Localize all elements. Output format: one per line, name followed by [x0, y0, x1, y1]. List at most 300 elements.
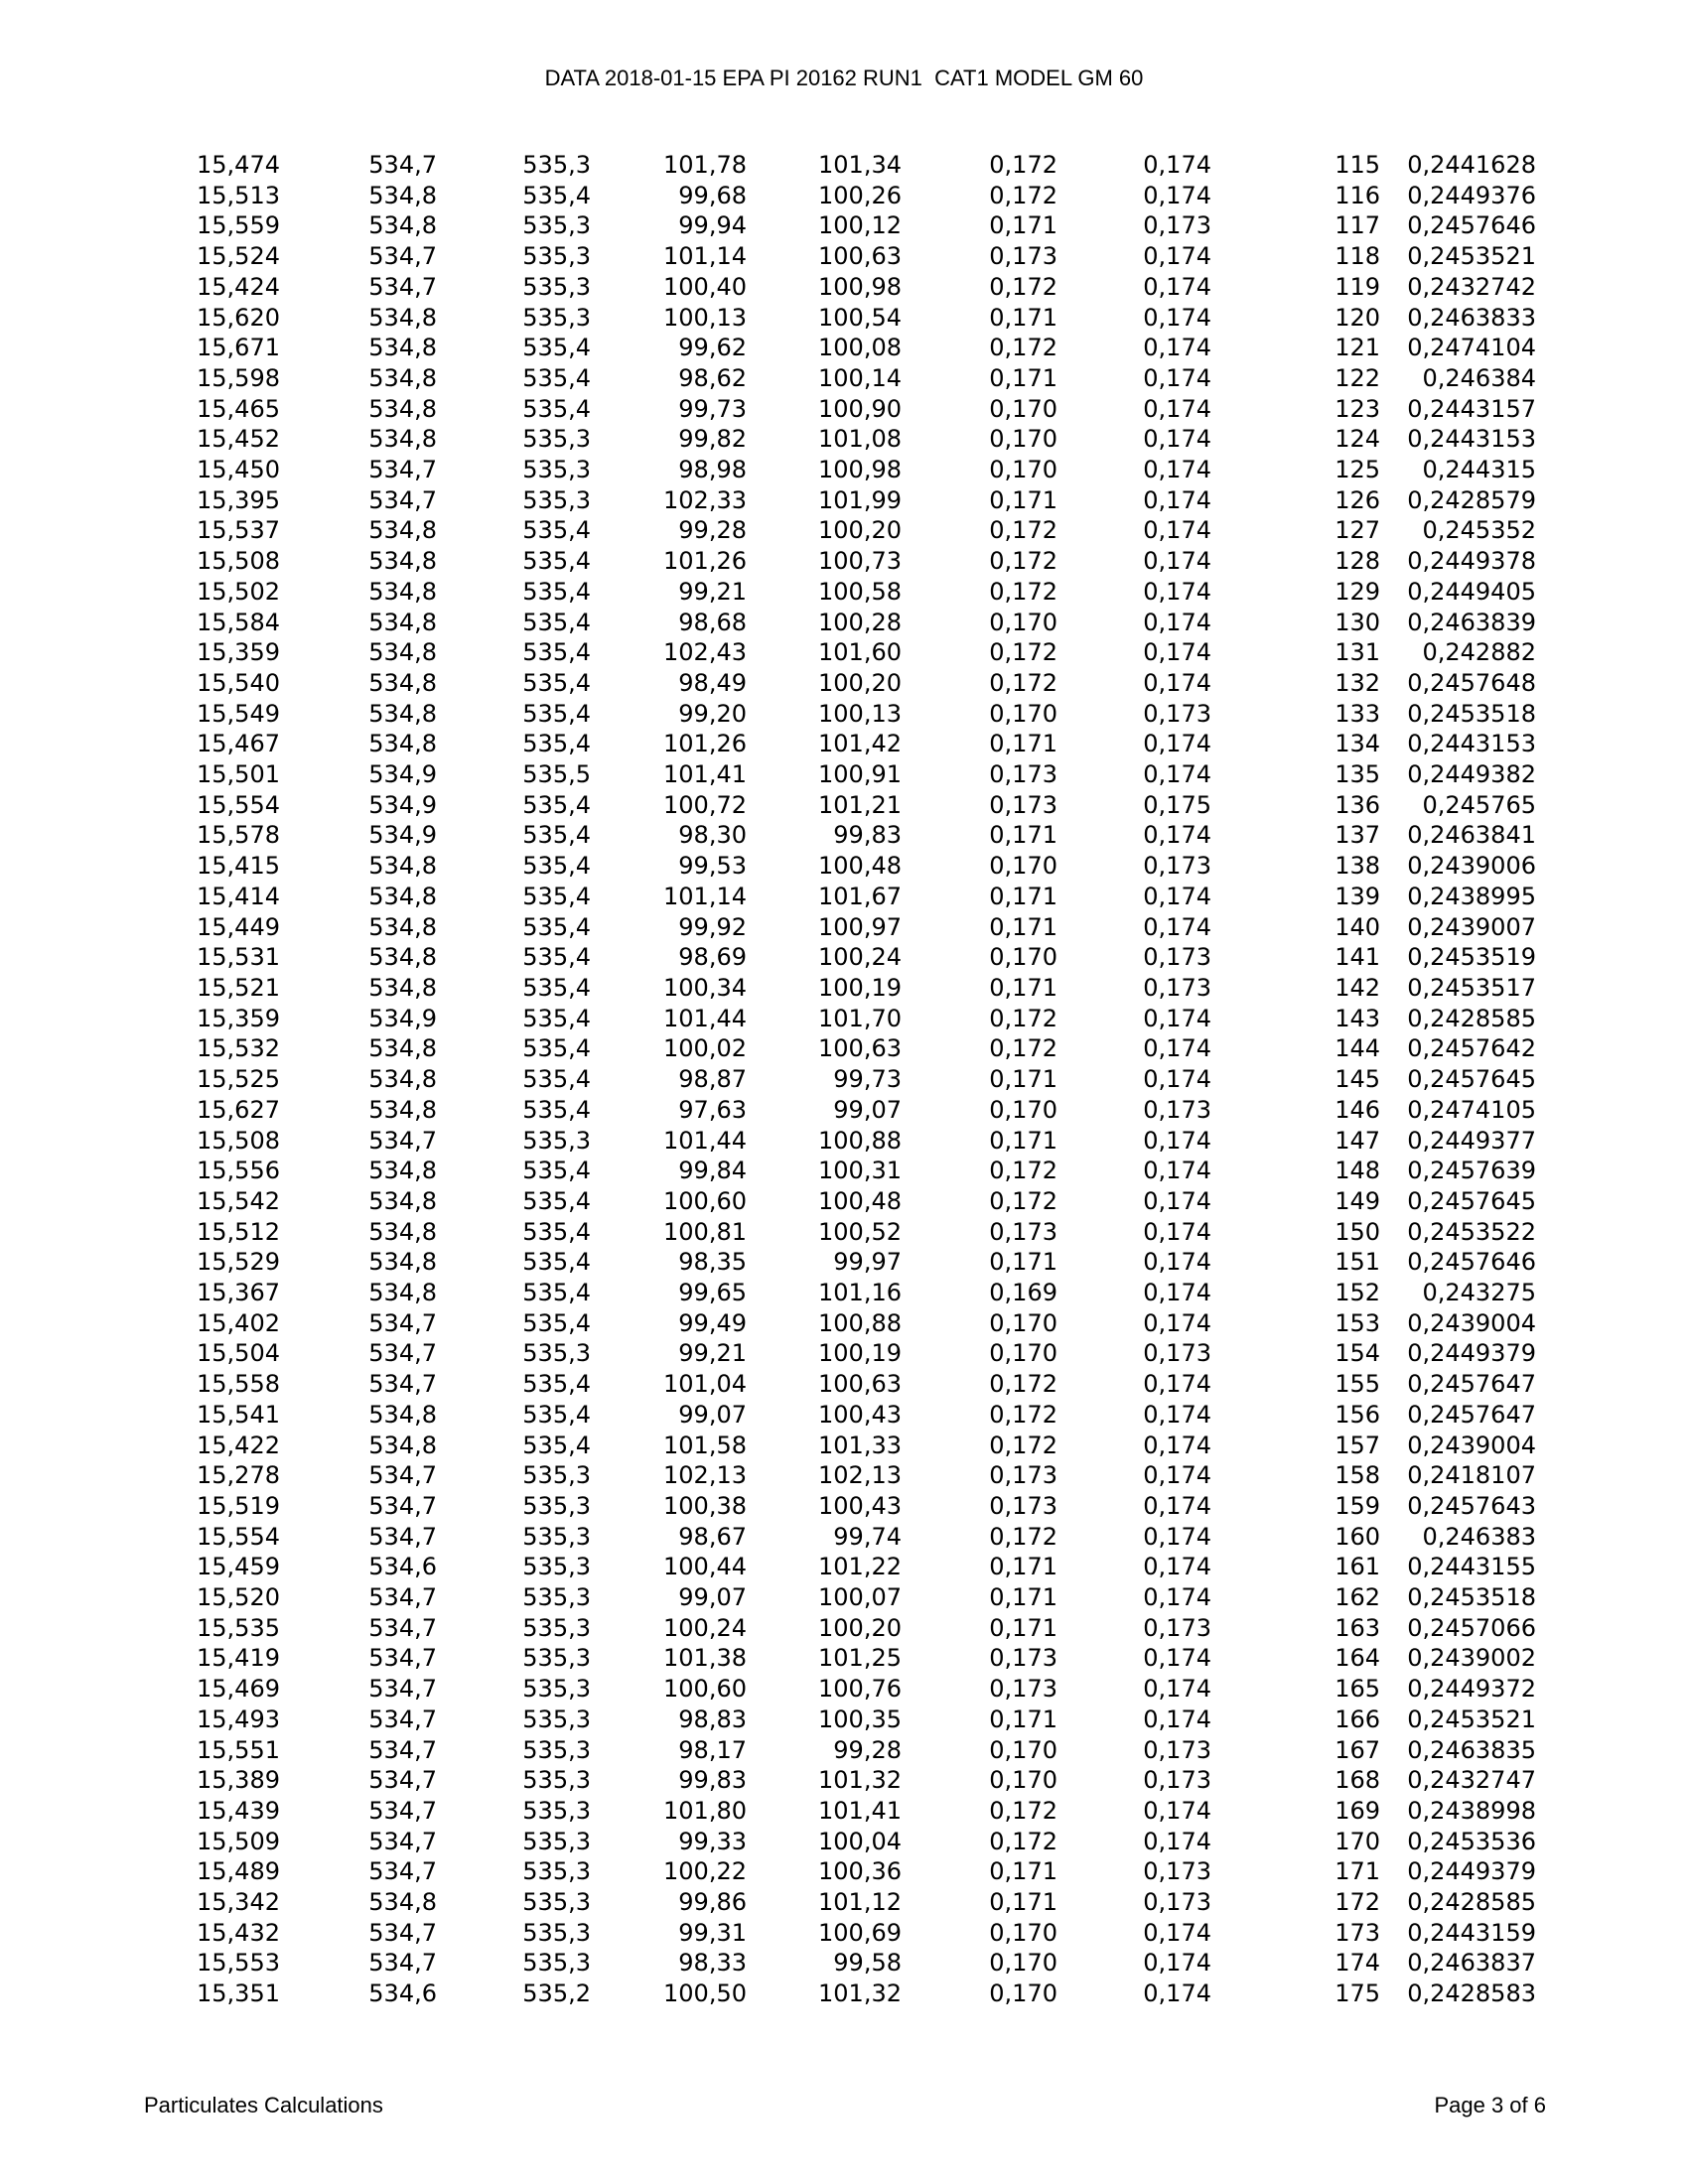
table-cell: 0,174 — [1143, 1034, 1211, 1063]
table-row — [159, 790, 1536, 821]
table-cell: 0,174 — [1143, 1491, 1211, 1520]
table-cell: 0,173 — [989, 790, 1057, 819]
table-row — [159, 1887, 1536, 1918]
table-cell: 0,174 — [1143, 303, 1211, 332]
table-cell: 101,38 — [663, 1644, 747, 1673]
table-cell: 534,7 — [368, 1705, 437, 1733]
table-cell: 534,8 — [368, 1034, 437, 1063]
table-cell: 160 — [1335, 1522, 1380, 1551]
table-cell: 101,25 — [818, 1644, 902, 1673]
table-row — [159, 1460, 1536, 1491]
table-cell: 15,278 — [197, 1461, 280, 1490]
table-row — [159, 210, 1536, 241]
table-cell: 0,173 — [989, 1491, 1057, 1520]
table-cell: 170 — [1335, 1827, 1380, 1855]
table-cell: 0,2457642 — [1407, 1034, 1536, 1063]
table-cell: 101,22 — [818, 1553, 902, 1581]
table-cell: 535,3 — [522, 1553, 591, 1581]
table-cell: 535,4 — [522, 547, 591, 576]
table-cell: 101,58 — [663, 1431, 747, 1459]
table-cell: 159 — [1335, 1491, 1380, 1520]
table-cell: 0,174 — [1143, 912, 1211, 941]
table-cell: 535,3 — [522, 1613, 591, 1642]
table-cell: 0,174 — [1143, 1827, 1211, 1855]
table-cell: 100,08 — [818, 334, 902, 362]
table-cell: 534,7 — [368, 1918, 437, 1947]
table-cell: 0,2474104 — [1407, 334, 1536, 362]
table-cell: 101,80 — [663, 1796, 747, 1825]
table-cell: 0,170 — [989, 1735, 1057, 1764]
table-cell: 165 — [1335, 1675, 1380, 1704]
table-cell: 0,2457645 — [1407, 1065, 1536, 1094]
table-cell: 0,174 — [1143, 485, 1211, 514]
table-cell: 15,424 — [197, 272, 280, 301]
table-cell: 0,174 — [1143, 181, 1211, 209]
table-cell: 100,02 — [663, 1034, 747, 1063]
table-cell: 164 — [1335, 1644, 1380, 1673]
table-row — [159, 1308, 1536, 1339]
table-cell: 100,60 — [663, 1186, 747, 1215]
table-row — [159, 1582, 1536, 1613]
table-cell: 100,63 — [818, 1370, 902, 1399]
table-cell: 0,174 — [1143, 1461, 1211, 1490]
table-cell: 535,4 — [522, 730, 591, 758]
table-cell: 0,170 — [989, 852, 1057, 881]
table-cell: 0,173 — [989, 760, 1057, 789]
table-cell: 169 — [1335, 1796, 1380, 1825]
table-cell: 101,99 — [818, 485, 902, 514]
table-cell: 0,2457645 — [1407, 1186, 1536, 1215]
table-cell: 0,172 — [989, 1796, 1057, 1825]
table-row — [159, 942, 1536, 973]
table-cell: 101,16 — [818, 1279, 902, 1307]
table-cell: 0,2457639 — [1407, 1157, 1536, 1185]
table-cell: 0,171 — [989, 1888, 1057, 1917]
page-title: DATA 2018-01-15 EPA PI 20162 RUN1 CAT1 MODEL GM 60 — [544, 66, 1144, 90]
table-cell: 0,174 — [1143, 242, 1211, 271]
table-cell: 0,2463833 — [1407, 303, 1536, 332]
table-cell: 535,4 — [522, 1308, 591, 1337]
table-cell: 100,31 — [818, 1157, 902, 1185]
table-cell: 535,3 — [522, 1339, 591, 1368]
table-cell: 0,173 — [1143, 943, 1211, 972]
table-cell: 0,171 — [989, 303, 1057, 332]
table-cell: 534,8 — [368, 516, 437, 545]
table-cell: 101,33 — [818, 1431, 902, 1459]
table-cell: 0,2474105 — [1407, 1095, 1536, 1124]
table-cell: 15,520 — [197, 1583, 280, 1612]
table-cell: 172 — [1335, 1888, 1380, 1917]
table-cell: 0,2453522 — [1407, 1217, 1536, 1246]
table-cell: 100,63 — [818, 1034, 902, 1063]
table-cell: 535,4 — [522, 1279, 591, 1307]
table-cell: 534,7 — [368, 456, 437, 484]
table-row — [159, 1156, 1536, 1186]
table-cell: 0,2463839 — [1407, 608, 1536, 636]
table-row — [159, 912, 1536, 943]
table-cell: 534,7 — [368, 272, 437, 301]
table-cell: 151 — [1335, 1248, 1380, 1277]
table-cell: 100,40 — [663, 272, 747, 301]
table-cell: 15,540 — [197, 668, 280, 697]
table-cell: 99,33 — [678, 1827, 747, 1855]
table-cell: 0,174 — [1143, 1553, 1211, 1581]
table-cell: 15,532 — [197, 1034, 280, 1063]
table-cell: 535,3 — [522, 1461, 591, 1490]
table-row — [159, 363, 1536, 394]
table-cell: 15,521 — [197, 973, 280, 1002]
table-cell: 535,4 — [522, 1370, 591, 1399]
table-cell: 534,7 — [368, 1735, 437, 1764]
table-cell: 100,58 — [818, 577, 902, 606]
table-cell: 535,3 — [522, 1766, 591, 1795]
table-cell: 15,465 — [197, 394, 280, 423]
table-cell: 534,7 — [368, 242, 437, 271]
table-cell: 100,34 — [663, 973, 747, 1002]
table-row — [159, 333, 1536, 363]
table-cell: 0,2441628 — [1407, 151, 1536, 179]
table-cell: 534,8 — [368, 1186, 437, 1215]
table-cell: 535,3 — [522, 485, 591, 514]
table-cell: 534,7 — [368, 151, 437, 179]
table-cell: 158 — [1335, 1461, 1380, 1490]
table-cell: 0,171 — [989, 1553, 1057, 1581]
table-cell: 161 — [1335, 1553, 1380, 1581]
table-cell: 534,8 — [368, 699, 437, 728]
table-cell: 119 — [1335, 272, 1380, 301]
table-row — [159, 1522, 1536, 1553]
table-cell: 534,7 — [368, 1339, 437, 1368]
table-cell: 120 — [1335, 303, 1380, 332]
table-cell: 148 — [1335, 1157, 1380, 1185]
table-cell: 15,359 — [197, 638, 280, 667]
table-cell: 534,9 — [368, 1004, 437, 1032]
table-cell: 100,81 — [663, 1217, 747, 1246]
table-row — [159, 394, 1536, 425]
table-cell: 0,174 — [1143, 1918, 1211, 1947]
table-cell: 101,14 — [663, 242, 747, 271]
table-row — [159, 759, 1536, 790]
table-cell: 143 — [1335, 1004, 1380, 1032]
table-cell: 100,91 — [818, 760, 902, 789]
table-cell: 535,3 — [522, 1522, 591, 1551]
table-cell: 146 — [1335, 1095, 1380, 1124]
table-cell: 0,2453521 — [1407, 242, 1536, 271]
table-cell: 0,2453521 — [1407, 1705, 1536, 1733]
table-cell: 534,8 — [368, 425, 437, 454]
table-cell: 100,52 — [818, 1217, 902, 1246]
table-cell: 0,2428579 — [1407, 485, 1536, 514]
table-row — [159, 1126, 1536, 1157]
table-cell: 101,44 — [663, 1004, 747, 1032]
table-cell: 99,65 — [678, 1279, 747, 1307]
table-cell: 155 — [1335, 1370, 1380, 1399]
table-row — [159, 1338, 1536, 1369]
table-cell: 0,172 — [989, 181, 1057, 209]
table-cell: 0,172 — [989, 668, 1057, 697]
table-cell: 0,2457648 — [1407, 668, 1536, 697]
table-cell: 535,4 — [522, 973, 591, 1002]
table-cell: 98,69 — [678, 943, 747, 972]
table-cell: 0,2457646 — [1407, 1248, 1536, 1277]
table-row — [159, 1705, 1536, 1735]
table-cell: 15,671 — [197, 334, 280, 362]
table-cell: 15,474 — [197, 151, 280, 179]
table-cell: 15,541 — [197, 1400, 280, 1429]
table-cell: 15,508 — [197, 547, 280, 576]
table-cell: 535,4 — [522, 1157, 591, 1185]
table-cell: 535,3 — [522, 1888, 591, 1917]
table-cell: 0,174 — [1143, 1979, 1211, 2008]
table-cell: 99,84 — [678, 1157, 747, 1185]
table-cell: 0,2457647 — [1407, 1370, 1536, 1399]
table-cell: 0,171 — [989, 1705, 1057, 1733]
table-cell: 152 — [1335, 1279, 1380, 1307]
table-cell: 15,395 — [197, 485, 280, 514]
table-cell: 0,2443159 — [1407, 1918, 1536, 1947]
table-cell: 100,13 — [818, 699, 902, 728]
table-cell: 0,170 — [989, 1339, 1057, 1368]
footer-document-name: Particulates Calculations — [144, 2093, 383, 2117]
table-cell: 99,74 — [833, 1522, 902, 1551]
table-cell: 15,551 — [197, 1735, 280, 1764]
table-cell: 166 — [1335, 1705, 1380, 1733]
table-cell: 535,3 — [522, 272, 591, 301]
table-cell: 0,173 — [989, 1644, 1057, 1673]
table-cell: 99,68 — [678, 181, 747, 209]
table-cell: 0,246384 — [1422, 363, 1536, 392]
table-cell: 0,174 — [1143, 547, 1211, 576]
table-cell: 174 — [1335, 1949, 1380, 1978]
table-cell: 99,86 — [678, 1888, 747, 1917]
table-cell: 534,7 — [368, 1126, 437, 1155]
table-row — [159, 1278, 1536, 1308]
table-cell: 534,8 — [368, 394, 437, 423]
table-cell: 535,4 — [522, 912, 591, 941]
table-cell: 0,174 — [1143, 516, 1211, 545]
table-cell: 15,531 — [197, 943, 280, 972]
table-cell: 535,4 — [522, 1248, 591, 1277]
table-cell: 534,8 — [368, 730, 437, 758]
table-cell: 98,62 — [678, 363, 747, 392]
table-cell: 0,244315 — [1422, 456, 1536, 484]
table-cell: 15,556 — [197, 1157, 280, 1185]
table-cell: 99,94 — [678, 211, 747, 240]
table-cell: 0,2439004 — [1407, 1431, 1536, 1459]
table-row — [159, 1431, 1536, 1461]
table-cell: 0,174 — [1143, 334, 1211, 362]
table-cell: 0,2457646 — [1407, 211, 1536, 240]
table-cell: 534,8 — [368, 303, 437, 332]
table-cell: 15,367 — [197, 1279, 280, 1307]
table-cell: 98,17 — [678, 1735, 747, 1764]
table-cell: 141 — [1335, 943, 1380, 972]
table-cell: 100,20 — [818, 1613, 902, 1642]
table-cell: 0,174 — [1143, 1065, 1211, 1094]
table-cell: 99,21 — [678, 1339, 747, 1368]
table-cell: 0,173 — [1143, 1339, 1211, 1368]
table-cell: 0,173 — [1143, 699, 1211, 728]
table-cell: 534,8 — [368, 852, 437, 881]
table-cell: 535,3 — [522, 1949, 591, 1978]
table-cell: 534,9 — [368, 821, 437, 850]
table-cell: 162 — [1335, 1583, 1380, 1612]
table-cell: 0,2449378 — [1407, 547, 1536, 576]
table-cell: 0,173 — [1143, 1766, 1211, 1795]
table-cell: 0,174 — [1143, 1308, 1211, 1337]
table-cell: 15,554 — [197, 1522, 280, 1551]
table-cell: 535,3 — [522, 211, 591, 240]
table-cell: 0,174 — [1143, 456, 1211, 484]
table-cell: 0,172 — [989, 1004, 1057, 1032]
table-cell: 0,2449377 — [1407, 1126, 1536, 1155]
table-row — [159, 1491, 1536, 1522]
table-cell: 101,34 — [818, 151, 902, 179]
table-cell: 0,2449405 — [1407, 577, 1536, 606]
table-row — [159, 577, 1536, 608]
table-cell: 139 — [1335, 882, 1380, 910]
table-cell: 0,2457643 — [1407, 1491, 1536, 1520]
table-cell: 99,07 — [833, 1095, 902, 1124]
table-row — [159, 1400, 1536, 1431]
table-row — [159, 1369, 1536, 1400]
table-cell: 0,174 — [1143, 882, 1211, 910]
table-cell: 118 — [1335, 242, 1380, 271]
table-cell: 534,8 — [368, 973, 437, 1002]
table-cell: 0,174 — [1143, 1949, 1211, 1978]
table-cell: 99,62 — [678, 334, 747, 362]
table-cell: 100,13 — [663, 303, 747, 332]
table-cell: 0,2449376 — [1407, 181, 1536, 209]
table-cell: 101,60 — [818, 638, 902, 667]
table-cell: 0,174 — [1143, 1522, 1211, 1551]
table-cell: 0,2453536 — [1407, 1827, 1536, 1855]
table-cell: 15,525 — [197, 1065, 280, 1094]
table-cell: 15,389 — [197, 1766, 280, 1795]
table-cell: 0,174 — [1143, 1157, 1211, 1185]
table-cell: 100,04 — [818, 1827, 902, 1855]
table-cell: 101,12 — [818, 1888, 902, 1917]
table-cell: 101,70 — [818, 1004, 902, 1032]
table-cell: 100,43 — [818, 1491, 902, 1520]
table-cell: 136 — [1335, 790, 1380, 819]
table-cell: 129 — [1335, 577, 1380, 606]
table-row — [159, 1674, 1536, 1705]
table-cell: 0,174 — [1143, 1796, 1211, 1825]
table-row — [159, 181, 1536, 211]
table-cell: 0,175 — [1143, 790, 1211, 819]
table-cell: 15,542 — [197, 1186, 280, 1215]
table-cell: 100,24 — [818, 943, 902, 972]
table-cell: 534,8 — [368, 1065, 437, 1094]
table-cell: 0,174 — [1143, 1400, 1211, 1429]
table-cell: 98,49 — [678, 668, 747, 697]
table-cell: 0,2432742 — [1407, 272, 1536, 301]
table-cell: 175 — [1335, 1979, 1380, 2008]
table-cell: 15,537 — [197, 516, 280, 545]
table-cell: 15,512 — [197, 1217, 280, 1246]
table-row — [159, 1033, 1536, 1064]
table-cell: 0,171 — [989, 1065, 1057, 1094]
table-cell: 0,2443153 — [1407, 425, 1536, 454]
table-cell: 99,53 — [678, 852, 747, 881]
table-cell: 535,4 — [522, 1186, 591, 1215]
table-row — [159, 1827, 1536, 1857]
table-cell: 0,2432747 — [1407, 1766, 1536, 1795]
table-cell: 100,48 — [818, 1186, 902, 1215]
table-cell: 100,50 — [663, 1979, 747, 2008]
table-cell: 0,2438995 — [1407, 882, 1536, 910]
table-cell: 535,4 — [522, 1431, 591, 1459]
table-cell: 100,60 — [663, 1675, 747, 1704]
table-cell: 102,43 — [663, 638, 747, 667]
table-cell: 534,9 — [368, 760, 437, 789]
table-cell: 147 — [1335, 1126, 1380, 1155]
table-cell: 102,33 — [663, 485, 747, 514]
table-cell: 0,2453519 — [1407, 943, 1536, 972]
table-cell: 0,174 — [1143, 363, 1211, 392]
table-cell: 0,172 — [989, 334, 1057, 362]
table-cell: 0,2463841 — [1407, 821, 1536, 850]
table-cell: 100,88 — [818, 1308, 902, 1337]
table-row — [159, 729, 1536, 759]
table-cell: 534,8 — [368, 1095, 437, 1124]
table-cell: 99,28 — [833, 1735, 902, 1764]
table-cell: 100,07 — [818, 1583, 902, 1612]
table-cell: 0,170 — [989, 699, 1057, 728]
table-cell: 100,63 — [818, 242, 902, 271]
table-cell: 97,63 — [678, 1095, 747, 1124]
table-cell: 0,2443157 — [1407, 394, 1536, 423]
table-cell: 15,598 — [197, 363, 280, 392]
table-cell: 535,4 — [522, 668, 591, 697]
table-cell: 0,173 — [989, 1217, 1057, 1246]
table-cell: 0,170 — [989, 425, 1057, 454]
table-cell: 15,493 — [197, 1705, 280, 1733]
table-row — [159, 515, 1536, 546]
table-cell: 0,172 — [989, 272, 1057, 301]
table-cell: 99,82 — [678, 425, 747, 454]
table-cell: 99,31 — [678, 1918, 747, 1947]
table-cell: 535,4 — [522, 1217, 591, 1246]
table-cell: 101,41 — [663, 760, 747, 789]
table-cell: 15,535 — [197, 1613, 280, 1642]
table-row — [159, 1613, 1536, 1644]
table-cell: 534,8 — [368, 943, 437, 972]
table-cell: 0,2453518 — [1407, 1583, 1536, 1612]
table-cell: 15,415 — [197, 852, 280, 881]
table-cell: 100,14 — [818, 363, 902, 392]
table-cell: 15,508 — [197, 1126, 280, 1155]
table-cell: 0,172 — [989, 577, 1057, 606]
table-cell: 131 — [1335, 638, 1380, 667]
table-cell: 100,73 — [818, 547, 902, 576]
table-row — [159, 1217, 1536, 1248]
table-cell: 15,419 — [197, 1644, 280, 1673]
table-cell: 0,174 — [1143, 1279, 1211, 1307]
table-cell: 0,174 — [1143, 1370, 1211, 1399]
table-cell: 534,8 — [368, 577, 437, 606]
table-cell: 99,73 — [833, 1065, 902, 1094]
table-cell: 0,2449382 — [1407, 760, 1536, 789]
table-cell: 0,246383 — [1422, 1522, 1536, 1551]
table-cell: 121 — [1335, 334, 1380, 362]
table-cell: 102,13 — [663, 1461, 747, 1490]
table-cell: 0,174 — [1143, 1217, 1211, 1246]
table-cell: 0,172 — [989, 516, 1057, 545]
table-cell: 0,172 — [989, 1034, 1057, 1063]
table-cell: 15,422 — [197, 1431, 280, 1459]
